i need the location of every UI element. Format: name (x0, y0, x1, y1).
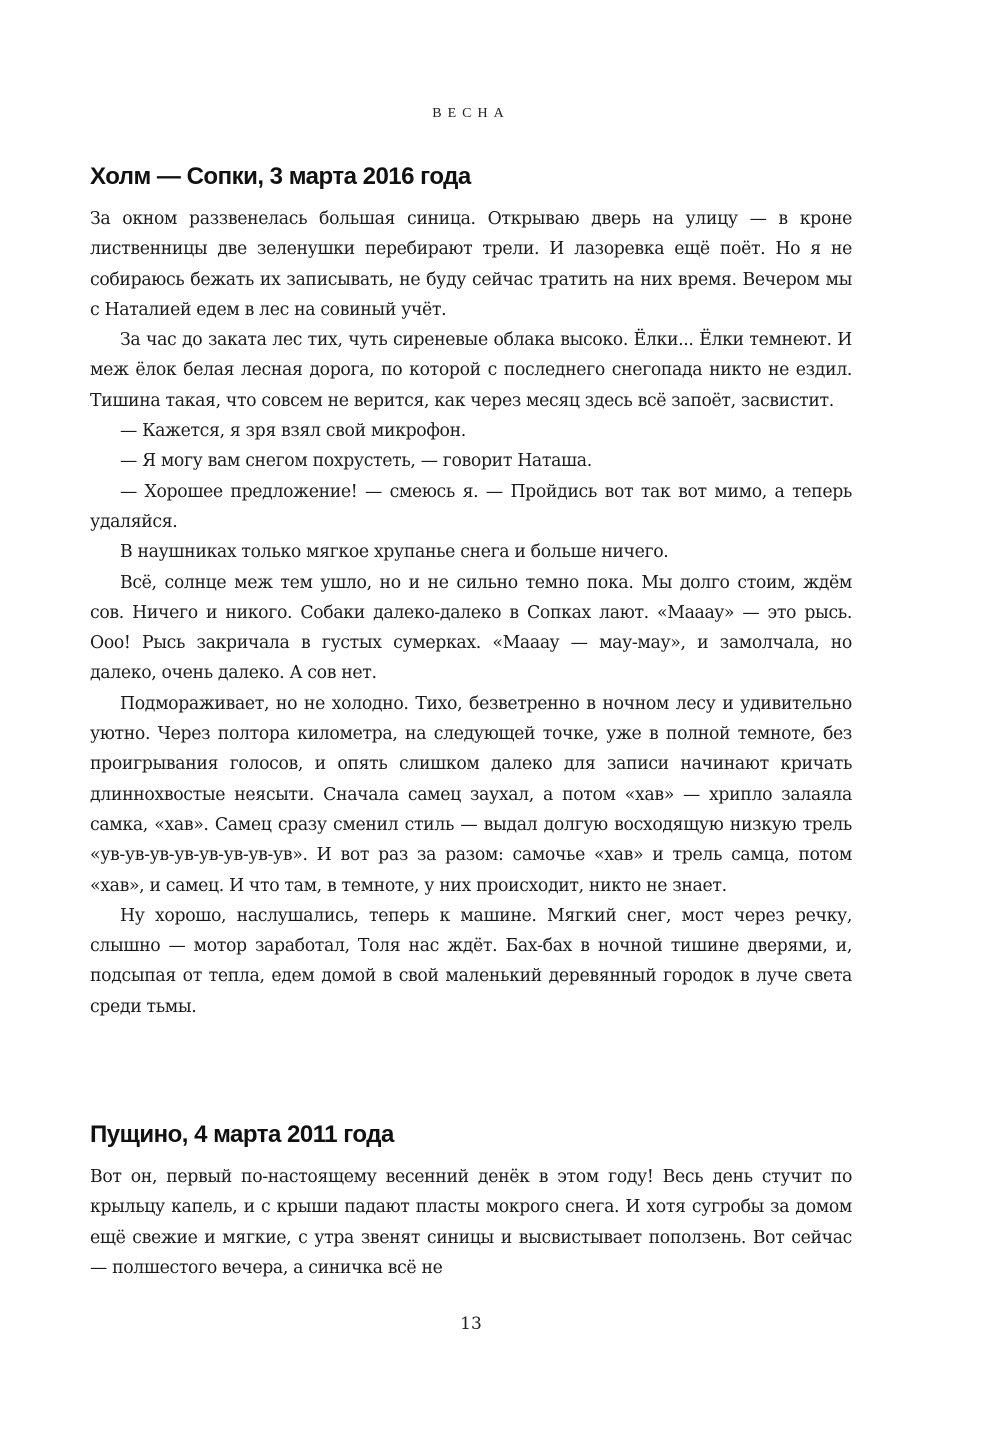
paragraph: Подмораживает, но не холодно. Тихо, безветренно в ночном лесу и удивительно уютно. Через полтора километра, на следующей точке, уже в полной темноте, без проигрывания голосов, и опять слишком далеко для записи начинают кричать длиннохвостые неясыти. Сначала самец заухал, а потом «хав» — хрипло залаяла самка, «хав». Самец сразу сменил стиль — выдал долгую восходящую низкую трель «ув-ув-ув-ув-ув-ув-ув-ув». И вот раз за разом: самочье «хав» и трель самца, потом «хав», и самец. И что там, в темноте, у них происходит, никто не знает. (90, 693, 852, 896)
section-body-2 (90, 1162, 852, 1283)
paragraph: Вот он, первый по-настоящему весенний денёк в этом году! Весь день стучит по крыльцу капель, и с крыши падают пласты мокрого снега. И хотя сугробы за домом ещё свежие и мягкие, с утра звенят синицы и высвистывает поползень. Вот сейчас — полшестого вечера, а синичка всё не (90, 1167, 852, 1278)
section-title-2: Пущино, 4 марта 2011 года (90, 1121, 394, 1148)
section-body-1 (90, 204, 852, 1022)
section-title-1: Холм — Сопки, 3 марта 2016 года (90, 163, 471, 190)
paragraph: За час до заката лес тих, чуть сиреневые облака высоко. Ёлки... Ёлки темнеют. И меж ёлок белая лесная дорога, по которой с последнего снегопада никто не ездил. Тишина такая, что совсем не верится, как через месяц здесь всё запоёт, засвистит. (90, 330, 852, 411)
dialogue-line: — Я могу вам снегом похрустеть, — говорит Наташа. (120, 451, 592, 472)
paragraph: В наушниках только мягкое хрупанье снега и больше ничего. (120, 542, 669, 563)
running-head: ВЕСНА (432, 106, 510, 121)
paragraph: Ну хорошо, наслушались, теперь к машине. Мягкий снег, мост через речку, слышно — мотор заработал, Толя нас ждёт. Бах-бах в ночной тишине дверями, и, подсыпая от тепла, едем домой в свой маленький деревянный городок в луче света среди тьмы. (90, 905, 852, 1017)
paragraph: За окном раззвенелась большая синица. Открываю дверь на улицу — в кроне лиственницы две зеленушки перебирают трели. И лазоревка ещё поёт. Но я не собираюсь бежать их записывать, не буду сейчас тратить на них время. Вечером мы с Наталией едем в лес на совиный учёт. (90, 209, 852, 320)
dialogue-line: — Кажется, я зря взял свой микрофон. (120, 421, 466, 442)
page-number: 13 (460, 1314, 482, 1334)
dialogue-line: — Хорошее предложение! — смеюсь я. — Пройдись вот так вот мимо, а теперь удаляйся. (90, 481, 852, 532)
paragraph: Всё, солнце меж тем ушло, но и не сильно темно пока. Мы долго стоим, ждём сов. Ничего и никого. Собаки далеко-далеко в Сопках лают. «Маааy» — это рысь. Ооо! Рысь закричала в густых сумерках. «Маааy — мау-мау», и замолчала, но далеко, очень далеко. А сов нет. (90, 572, 852, 684)
